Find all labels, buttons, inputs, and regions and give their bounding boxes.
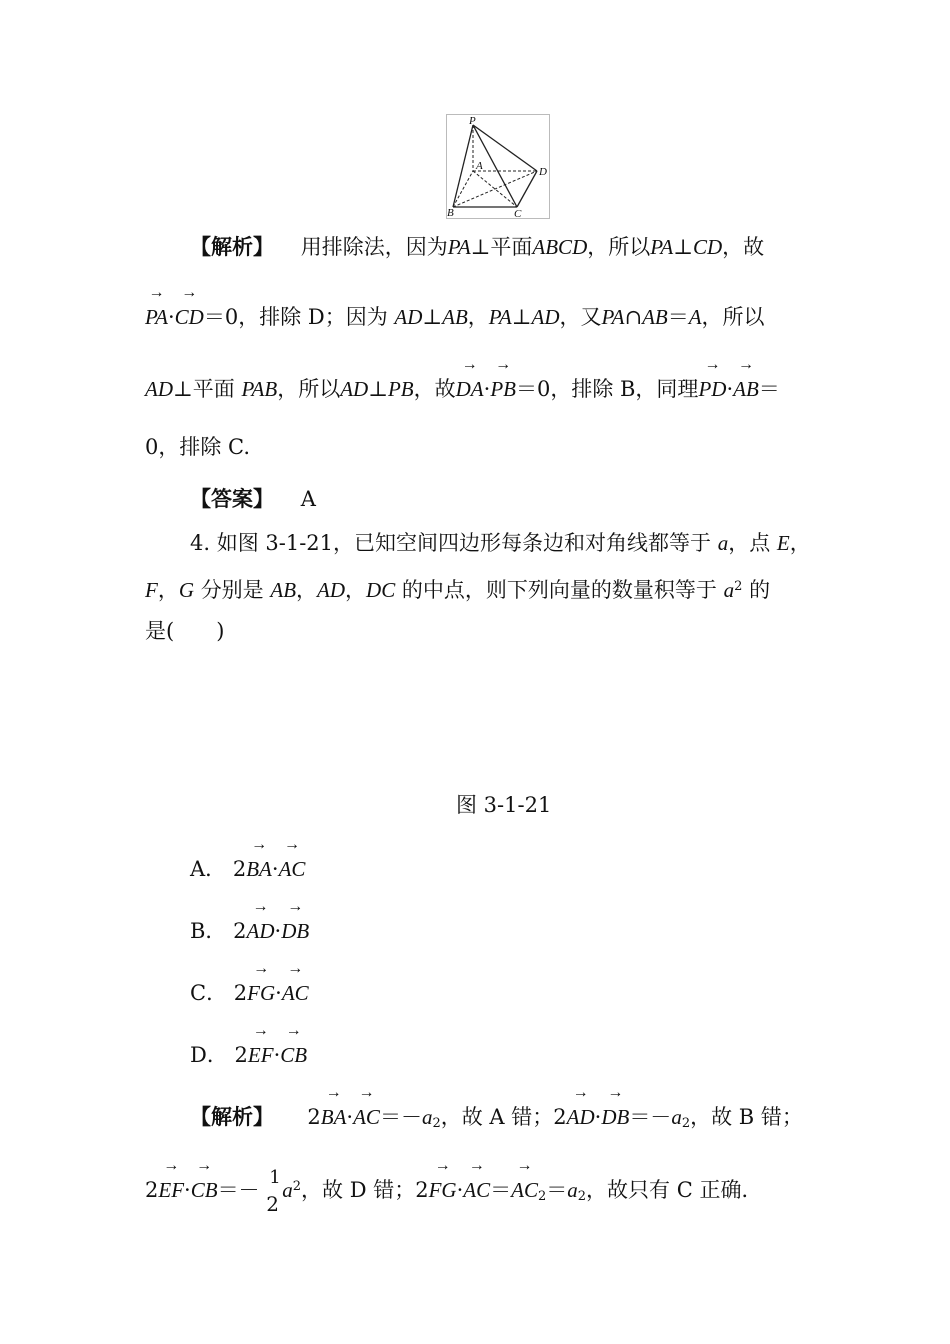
text: ，所以 [277, 377, 341, 401]
vector: → CB [280, 1040, 307, 1070]
vector: → EF [248, 1040, 274, 1070]
text: ，故 D 错；2 [301, 1178, 429, 1202]
option-c[interactable] [190, 978, 309, 1008]
math: AB [270, 578, 297, 602]
text: ， [296, 578, 318, 602]
exponent: 2 [537, 1189, 547, 1204]
dot: · [726, 377, 734, 401]
text: ，点 [728, 531, 771, 555]
coef: 2 [233, 981, 248, 1005]
option-label: A． [190, 857, 227, 881]
text: ⊥ [511, 305, 532, 329]
vector-pb: → PB [490, 374, 516, 404]
math: AB [442, 305, 468, 329]
text: 的中点，则下列向量的数量积等于 [401, 578, 717, 602]
dot: · [483, 377, 491, 401]
math: PA [447, 235, 471, 259]
q4-line1 [190, 528, 811, 558]
vector-cb: → CB [191, 1175, 218, 1205]
vector-ef: → EF [158, 1175, 184, 1205]
math: PA [650, 235, 674, 259]
text: ＝0，排除 D；因为 [203, 305, 388, 329]
vector-ab: → AB [733, 374, 759, 404]
q4-line2 [145, 572, 770, 605]
text: ＝－ [629, 1105, 672, 1129]
vector: → DB [281, 916, 309, 946]
math: a [723, 578, 735, 602]
analysis-tag: 【解析】 [190, 235, 274, 259]
option-label: C． [190, 981, 228, 1005]
math: a [421, 1105, 433, 1129]
math: PA [601, 305, 625, 329]
math: PA [488, 305, 512, 329]
q4-line3: 是( ) [145, 619, 225, 643]
exponent: 2 [734, 579, 743, 594]
math: PAB [241, 377, 278, 401]
vector-cd: → CD [175, 302, 204, 332]
vector-ac: → AC [353, 1102, 380, 1132]
text: ＝ [546, 1178, 568, 1202]
pyramid-diagram [447, 115, 549, 218]
denominator: 2 [266, 1191, 279, 1216]
text: ＝ [490, 1178, 512, 1202]
coef: 2 [234, 1043, 248, 1067]
coef: 2 [232, 857, 247, 881]
vector: → AC [282, 978, 309, 1008]
math: G [178, 578, 194, 602]
dot: · [273, 1043, 281, 1067]
math: DC [366, 578, 396, 602]
math: AD [340, 377, 369, 401]
text: 4. 如图 3-1-21，已知空间四边形每条边和对角线都等于 [190, 531, 712, 555]
text: ∩ [624, 305, 643, 329]
solution1-line4: 0，排除 C. [145, 435, 251, 459]
math: a [717, 531, 729, 555]
vector: → AC [279, 854, 306, 884]
dot: · [274, 919, 282, 943]
text: ＝－ [217, 1178, 260, 1202]
vector-da: → DA [456, 374, 484, 404]
text: 的 [749, 578, 771, 602]
vector-ac: → AC [511, 1175, 538, 1205]
math: F [145, 578, 158, 602]
text: ，故 [722, 235, 765, 259]
text: 用排除法，因为 [300, 235, 448, 259]
math: CD [692, 235, 723, 259]
text: ， [157, 578, 179, 602]
text: ， [345, 578, 367, 602]
answer-tag: 【答案】 [190, 487, 274, 511]
answer-value: A [300, 487, 316, 511]
math: a [567, 1178, 578, 1202]
math: a [282, 1178, 293, 1202]
math: AD [145, 377, 173, 401]
text: ＝－ [379, 1105, 422, 1129]
vector-fg: → FG [429, 1175, 457, 1205]
text: ， [789, 531, 811, 555]
vector: → AD [247, 916, 275, 946]
label-c: C [514, 208, 522, 218]
text: ⊥ [673, 235, 693, 259]
option-label: B． [190, 919, 227, 943]
math: a [671, 1105, 682, 1129]
text: ，所以 [587, 235, 651, 259]
vector-pa: → PA [145, 302, 168, 332]
text: ，故 A 错；2 [440, 1105, 567, 1129]
math: E [776, 531, 790, 555]
exponent: 2 [432, 1116, 441, 1131]
vector-ad: → AD [567, 1102, 595, 1132]
text: ⊥平面 [470, 235, 533, 259]
label-p: P [469, 115, 476, 127]
coef: 2 [233, 919, 247, 943]
dot: · [346, 1105, 354, 1129]
label-b: B [447, 207, 454, 218]
solution1-line3 [145, 374, 780, 404]
answer-line [190, 484, 316, 514]
label-a: A [476, 160, 483, 172]
text: ，故 [413, 377, 456, 401]
math: AD [531, 305, 560, 329]
vector-ac: → AC [463, 1175, 490, 1205]
solution1-line2 [145, 302, 765, 332]
analysis-tag: 【解析】 [190, 1105, 274, 1129]
dot: · [271, 857, 279, 881]
vector-ba: → BA [321, 1102, 347, 1132]
exponent: 2 [292, 1179, 302, 1194]
text: ，故只有 C 正确． [586, 1178, 763, 1202]
text: 分别是 [200, 578, 264, 602]
option-a[interactable] [190, 854, 305, 884]
math: PB [387, 377, 414, 401]
text: ＝0，排除 B，同理 [515, 377, 699, 401]
exponent: 2 [681, 1116, 691, 1131]
solution1-line1 [190, 232, 764, 262]
dot: · [167, 305, 175, 329]
fraction [266, 1166, 282, 1216]
text: 2 [307, 1105, 321, 1129]
vector-db: → DB [601, 1102, 629, 1132]
solution2-line1 [190, 1102, 803, 1139]
text: ，所以 [701, 305, 765, 329]
text: ⊥ [422, 305, 443, 329]
text: ＝ [667, 305, 689, 329]
math: A [688, 305, 702, 329]
exponent: 2 [577, 1189, 587, 1204]
dot: · [594, 1105, 602, 1129]
math: ABCD [532, 235, 588, 259]
solution2-line2 [145, 1166, 763, 1216]
figure-caption: 图 3-1-21 [456, 793, 552, 817]
text: ⊥平面 [173, 377, 235, 401]
label-d: D [539, 166, 547, 178]
text: 2 [145, 1178, 159, 1202]
option-label: D． [190, 1043, 228, 1067]
math: AD [317, 578, 346, 602]
vector: → BA [246, 854, 272, 884]
text: ，故 B 错； [690, 1105, 803, 1129]
vector: → FG [247, 978, 275, 1008]
dot: · [456, 1178, 464, 1202]
text: ， [467, 305, 489, 329]
vector-pd: → PD [698, 374, 726, 404]
pyramid-figure [446, 114, 550, 219]
dot: · [184, 1178, 191, 1202]
numerator: 1 [269, 1166, 281, 1188]
option-d[interactable] [190, 1040, 307, 1070]
text: ，又 [559, 305, 602, 329]
dot: · [275, 981, 282, 1005]
text: ＝ [758, 377, 780, 401]
text: ⊥ [368, 377, 388, 401]
option-b[interactable] [190, 916, 309, 946]
math: AB [642, 305, 668, 329]
math: AD [394, 305, 423, 329]
